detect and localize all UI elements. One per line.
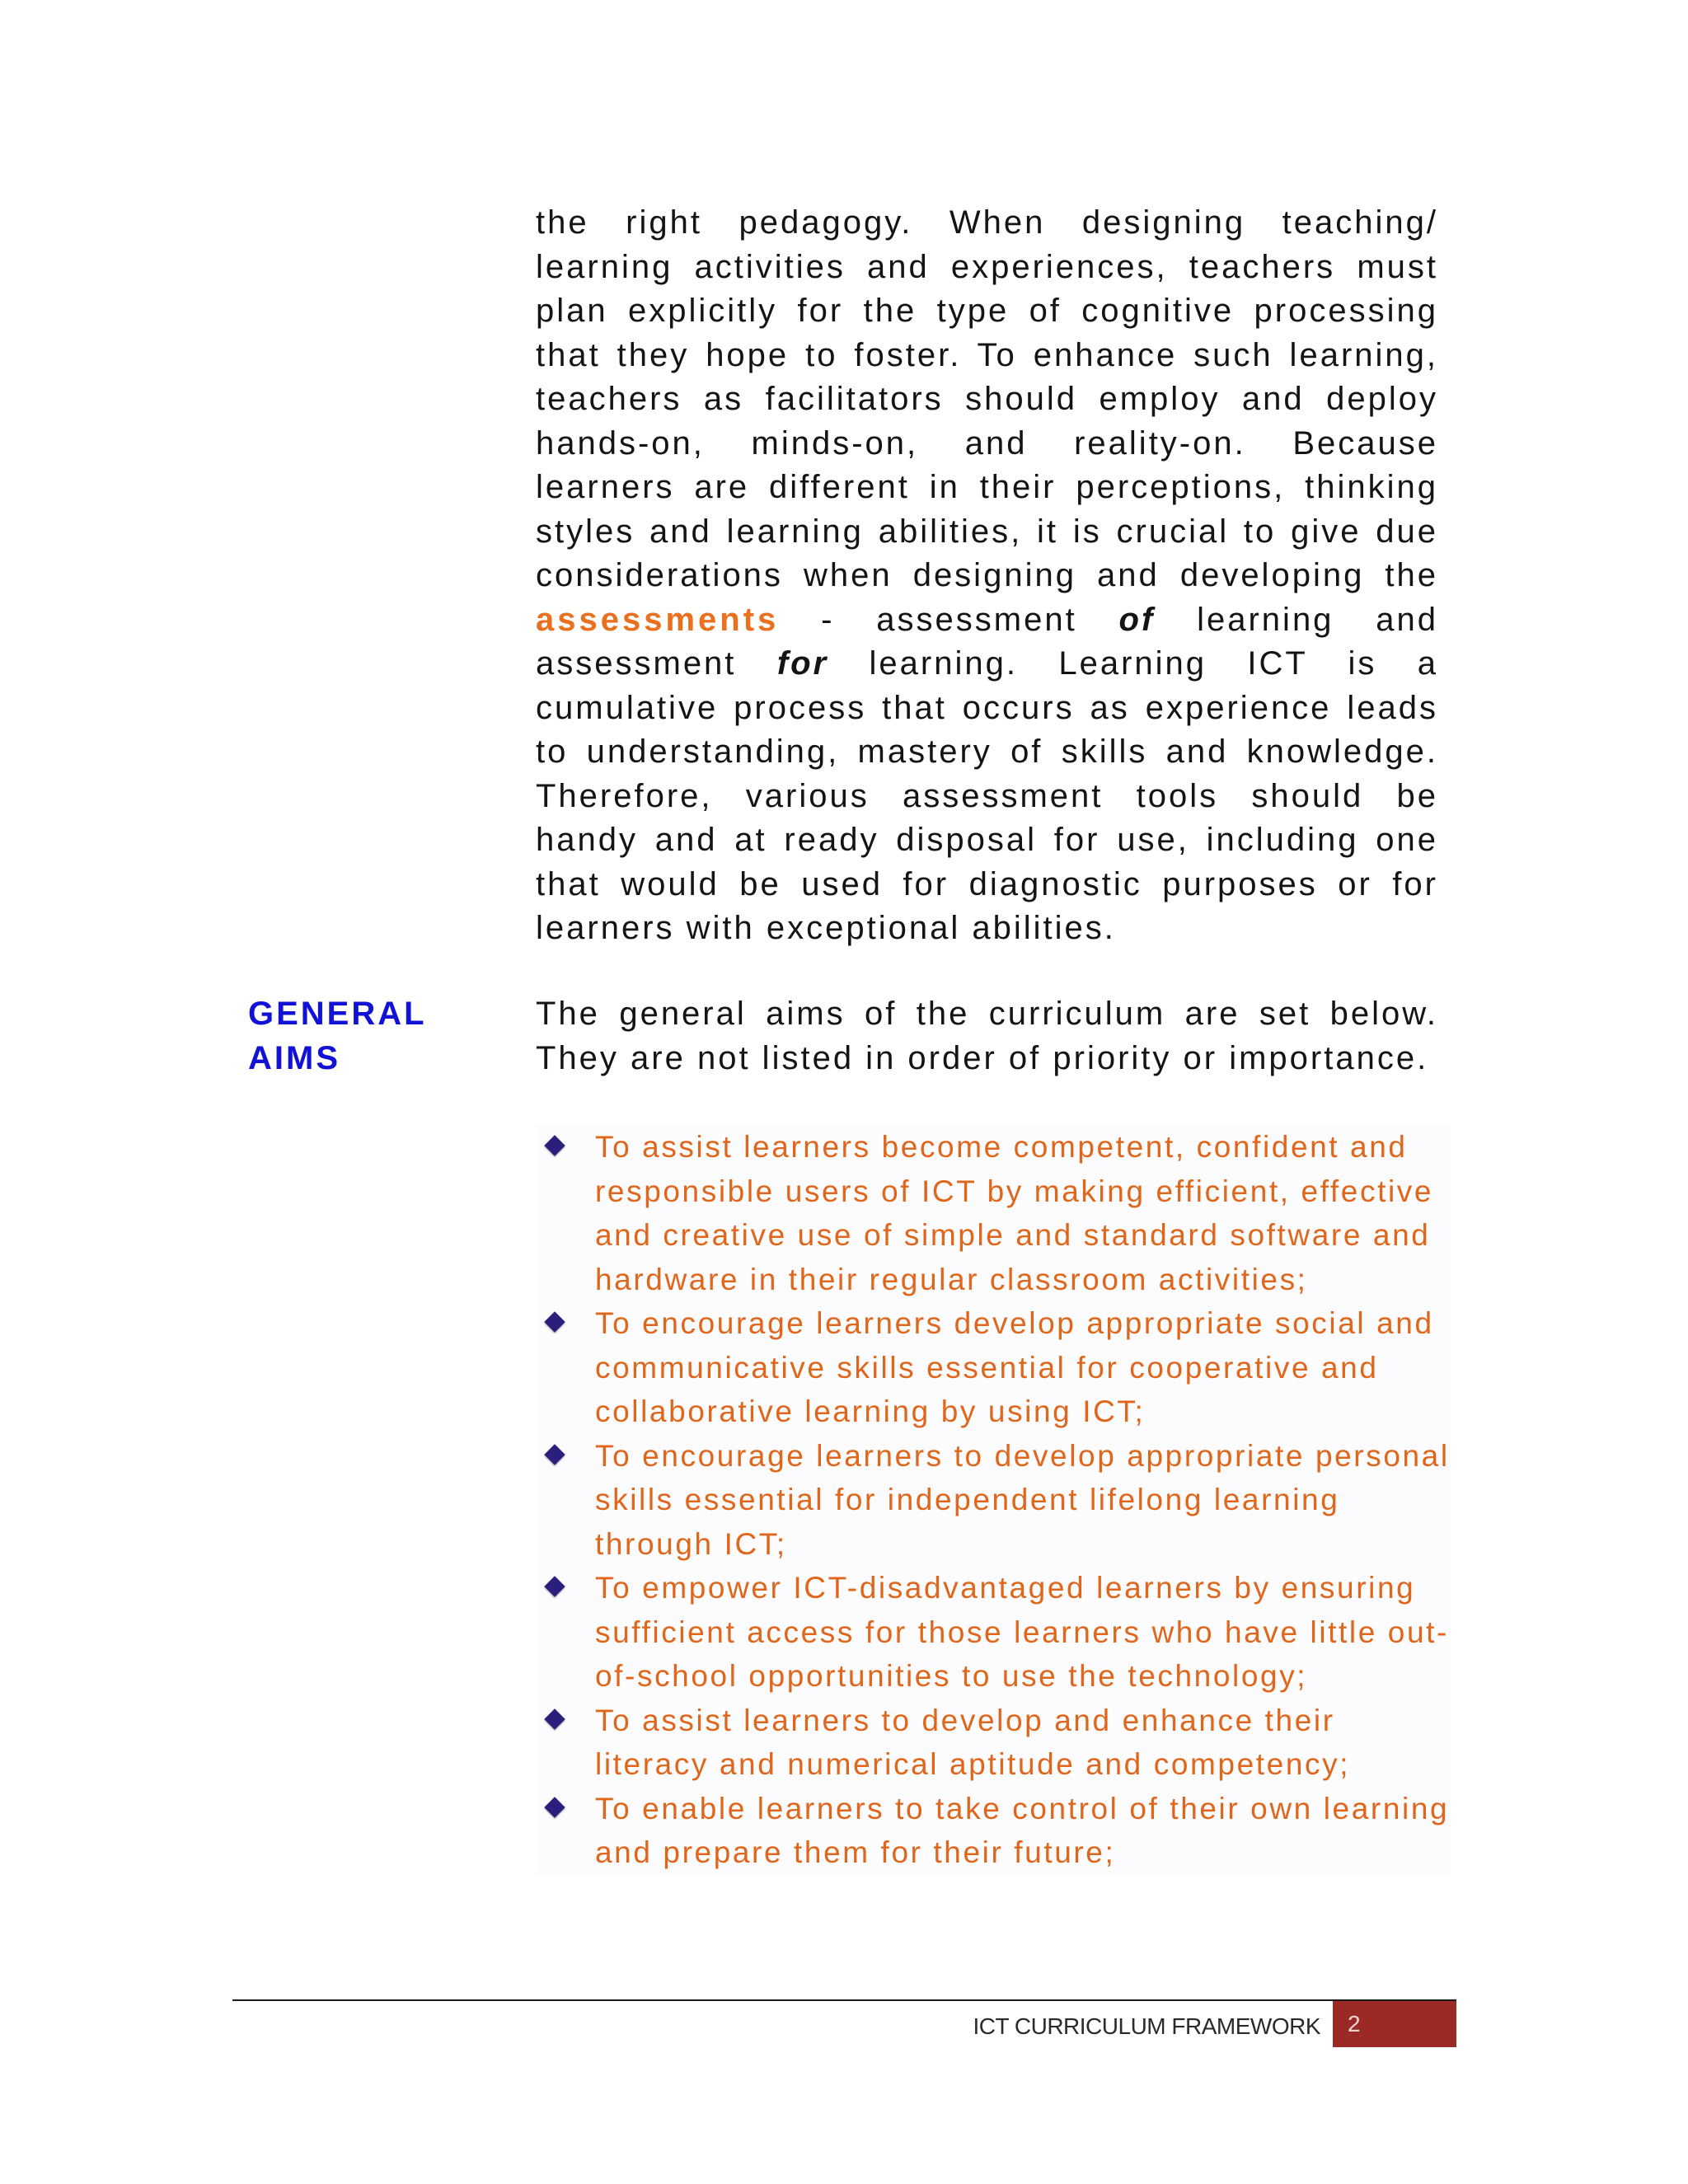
aim-text: To encourage learners to develop appropriate personal skills essential for independent lifelong learning through ICT; [595, 1438, 1450, 1561]
diamond-bullet-icon [544, 1311, 565, 1332]
intro-paragraph [536, 201, 1438, 951]
intro-text-4: learning. Learning ICT is a cumulative process that occurs as experience leads to understanding, mastery of skills and knowledge. Therefore, various assessment tools should be handy and at ready disposal for use, including one that would be used for diagnostic purposes or for learners with exceptional abilities. [536, 645, 1439, 946]
aims-intro-paragraph: The general aims of the curriculum are set below. They are not listed in order of priority or importance. [536, 996, 1438, 1076]
of-emphasis: of [1118, 601, 1156, 638]
aim-text: To assist learners become competent, confident and responsible users of ICT by making efficient, effective and creative use of simple and standard software and hardware in their regular classroom activities; [595, 1130, 1434, 1296]
intro-text-2: - assessment [779, 601, 1119, 638]
section-heading-line-1: GENERAL [248, 996, 427, 1032]
section-heading-line-2: AIMS [248, 1039, 340, 1076]
intro-text-3: learning and assessment [536, 601, 1438, 682]
aims-list [536, 1125, 1451, 1875]
aim-item [536, 1787, 1451, 1875]
section-heading-general-aims [248, 992, 512, 1080]
aim-text: To enable learners to take control of their own learning and prepare them for their future; [595, 1791, 1450, 1869]
aim-item [536, 1566, 1451, 1699]
diamond-bullet-icon [544, 1708, 565, 1729]
assessments-emphasis: assessments [536, 601, 780, 638]
intro-text-1: the right pedagogy. When designing teaching/ learning activities and experiences, teachers must plan explicitly for the type of cognitive processing that they hope to foster. To enhance such learning, teachers as facilitators should employ and deploy hands-on, minds-on, and reality-on. Because learners are different in their perceptions, thinking styles and learning abilities, it is crucial to give due considerations when designing and developing the [536, 204, 1438, 593]
aim-item [536, 1301, 1451, 1434]
footer-title: ICT CURRICULUM FRAMEWORK [973, 2013, 1320, 2039]
page-number-badge: 2 [1333, 2001, 1456, 2047]
diamond-bullet-icon [544, 1135, 565, 1155]
aim-item [536, 1125, 1451, 1301]
aim-text: To encourage learners develop appropriate social and communicative skills essential for cooperative and collaborative learning by using ICT; [595, 1306, 1434, 1428]
diamond-bullet-icon [544, 1444, 565, 1465]
aim-item [536, 1699, 1451, 1787]
for-emphasis: for [776, 645, 829, 682]
diamond-bullet-icon [544, 1576, 565, 1596]
aim-text: To empower ICT-disadvantaged learners by ensuring sufficient access for those learners who have little out-of-school opportunities to use the technology; [595, 1571, 1449, 1693]
diamond-bullet-icon [544, 1797, 565, 1817]
aim-item [536, 1434, 1451, 1567]
footer-divider [232, 1999, 1456, 2001]
aim-text: To assist learners to develop and enhance their literacy and numerical aptitude and competency; [595, 1703, 1351, 1781]
